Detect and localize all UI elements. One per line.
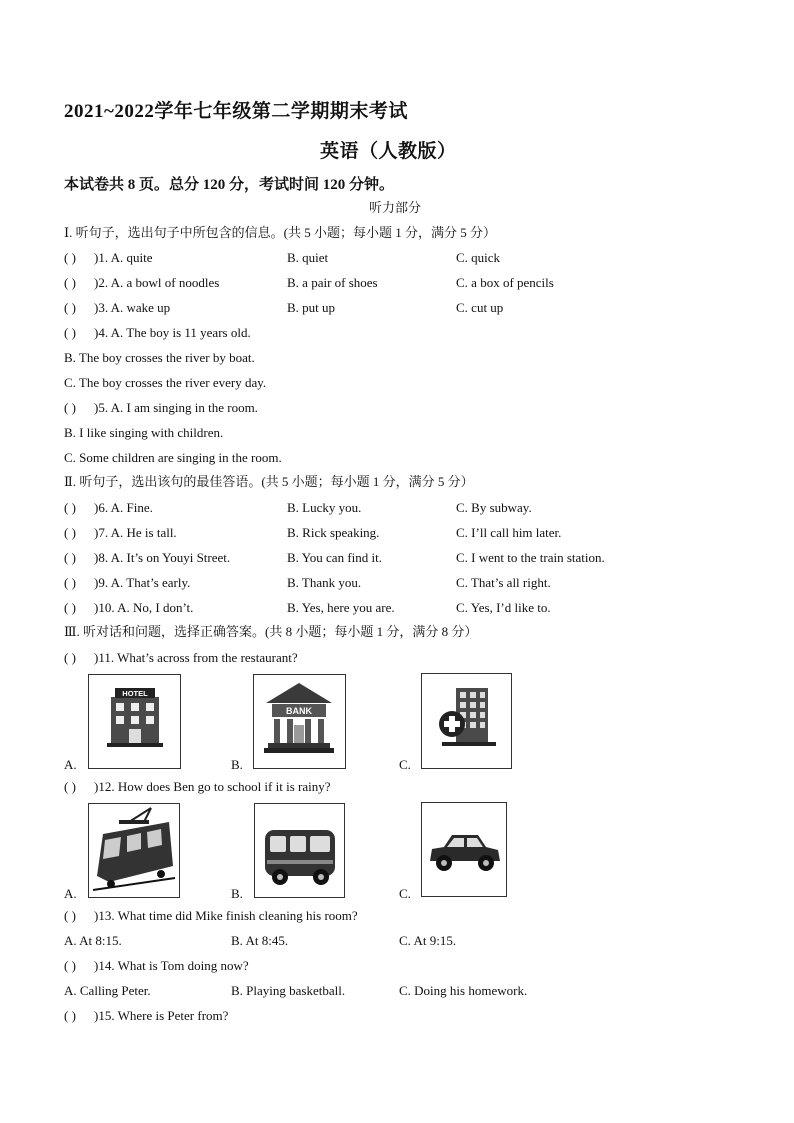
question-stem: )11. What’s across from the restaurant?	[94, 650, 298, 665]
option-b: B.	[231, 757, 243, 772]
option-b: B. Thank you.	[287, 575, 362, 590]
answer-blank[interactable]: ( )	[64, 600, 76, 615]
question-stem: )2. A. a bowl of noodles	[94, 275, 220, 290]
option-b: B. Lucky you.	[287, 500, 362, 515]
question-10	[64, 600, 193, 616]
question-stem: )1. A. quite	[94, 250, 153, 265]
option-c: C.	[399, 757, 411, 772]
answer-blank[interactable]: ( )	[64, 275, 76, 290]
car-icon	[422, 803, 506, 896]
question-5	[64, 400, 258, 416]
answer-blank[interactable]: ( )	[64, 908, 76, 923]
answer-blank[interactable]: ( )	[64, 575, 76, 590]
option-b: B. At 8:45.	[231, 933, 289, 948]
bank-icon	[254, 675, 345, 768]
question-13	[64, 908, 358, 924]
exam-title: 2021~2022学年七年级第二学期期末考试	[64, 101, 408, 122]
option-c: C. At 9:15.	[399, 933, 457, 948]
question-15	[64, 1008, 228, 1024]
hotel-icon	[89, 675, 180, 768]
option-a: A. Calling Peter.	[64, 983, 151, 998]
option-b: B.	[231, 886, 243, 901]
answer-blank[interactable]: ( )	[64, 550, 76, 565]
section-3-heading: Ⅲ. 听对话和问题，选择正确答案。(共 8 小题；每小题 1 分，满分 8 分）	[64, 624, 478, 639]
answer-blank[interactable]: ( )	[64, 300, 76, 315]
bus-picture[interactable]	[254, 803, 345, 898]
question-stem: )14. What is Tom doing now?	[94, 958, 249, 973]
bank-sign: BANK	[286, 706, 312, 716]
exam-info: 本试卷共 8 页。总分 120 分，考试时间 120 分钟。	[64, 177, 395, 193]
option-b: B. a pair of shoes	[287, 275, 378, 290]
question-9	[64, 575, 190, 591]
option-b: B. Rick speaking.	[287, 525, 380, 540]
answer-blank[interactable]: ( )	[64, 779, 76, 794]
option-c: C. Doing his homework.	[399, 983, 528, 998]
question-stem: )8. A. It’s on Youyi Street.	[94, 550, 231, 565]
option-b: B. The boy crosses the river by boat.	[64, 350, 255, 365]
option-c: C. I went to the train station.	[456, 550, 605, 565]
answer-blank[interactable]: ( )	[64, 400, 76, 415]
question-stem: )10. A. No, I don’t.	[94, 600, 194, 615]
option-a: A. At 8:15.	[64, 933, 122, 948]
question-3	[64, 300, 170, 316]
option-a: A.	[64, 886, 77, 901]
option-c: C. I’ll call him later.	[456, 525, 562, 540]
option-c: C. That’s all right.	[456, 575, 551, 590]
car-picture[interactable]	[421, 802, 507, 897]
question-4	[64, 325, 251, 341]
option-c: C. The boy crosses the river every day.	[64, 375, 267, 390]
question-stem: )4. A. The boy is 11 years old.	[94, 325, 251, 340]
option-a: A.	[64, 757, 77, 772]
answer-blank[interactable]: ( )	[64, 500, 76, 515]
option-c: C. cut up	[456, 300, 504, 315]
hospital-picture[interactable]	[421, 673, 512, 769]
option-b: B. Yes, here you are.	[287, 600, 395, 615]
option-c: C. a box of pencils	[456, 275, 554, 290]
question-7	[64, 525, 177, 541]
question-stem: )15. Where is Peter from?	[94, 1008, 229, 1023]
exam-subtitle: 英语（人教版）	[320, 141, 457, 162]
question-12	[64, 779, 331, 795]
option-b: B. put up	[287, 300, 336, 315]
answer-blank[interactable]: ( )	[64, 250, 76, 265]
hotel-sign: HOTEL	[122, 689, 148, 698]
train-icon	[89, 804, 179, 897]
option-b: B. You can find it.	[287, 550, 382, 565]
question-stem: )5. A. I am singing in the room.	[94, 400, 258, 415]
question-14	[64, 958, 249, 974]
option-c: C.	[399, 886, 411, 901]
option-c: C. Yes, I’d like to.	[456, 600, 551, 615]
question-8	[64, 550, 230, 566]
part-title: 听力部分	[369, 200, 422, 215]
question-stem: )13. What time did Mike finish cleaning his room?	[94, 908, 358, 923]
answer-blank[interactable]: ( )	[64, 958, 76, 973]
question-stem: )6. A. Fine.	[94, 500, 153, 515]
option-c: C. Some children are singing in the room.	[64, 450, 282, 465]
question-stem: )9. A. That’s early.	[94, 575, 191, 590]
option-b: B. Playing basketball.	[231, 983, 346, 998]
bus-icon	[255, 804, 344, 897]
answer-blank[interactable]: ( )	[64, 650, 76, 665]
section-2-heading: Ⅱ. 听句子，选出该句的最佳答语。(共 5 小题；每小题 1 分，满分 5 分）	[64, 474, 474, 489]
question-stem: )3. A. wake up	[94, 300, 171, 315]
option-b: B. quiet	[287, 250, 329, 265]
question-stem: )12. How does Ben go to school if it is rainy?	[94, 779, 331, 794]
question-6	[64, 500, 153, 516]
bank-picture[interactable]	[253, 674, 346, 769]
hotel-picture[interactable]	[88, 674, 181, 769]
train-picture[interactable]	[88, 803, 180, 898]
answer-blank[interactable]: ( )	[64, 325, 76, 340]
answer-blank[interactable]: ( )	[64, 525, 76, 540]
option-c: C. By subway.	[456, 500, 532, 515]
hospital-icon	[422, 674, 511, 768]
answer-blank[interactable]: ( )	[64, 1008, 76, 1023]
option-b: B. I like singing with children.	[64, 425, 224, 440]
question-11	[64, 650, 298, 666]
question-stem: )7. A. He is tall.	[94, 525, 177, 540]
question-1	[64, 250, 153, 266]
section-1-heading: Ⅰ. 听句子，选出句子中所包含的信息。(共 5 小题；每小题 1 分，满分 5 分）	[64, 225, 496, 240]
question-2	[64, 275, 219, 291]
option-c: C. quick	[456, 250, 501, 265]
